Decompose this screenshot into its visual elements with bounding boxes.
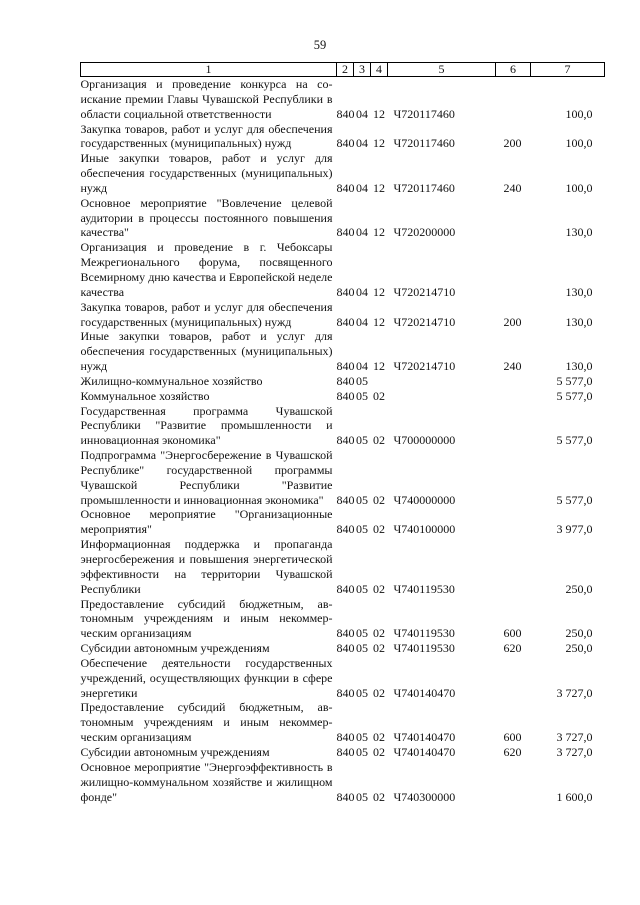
row-expense-type xyxy=(496,374,531,389)
row-section-code: 05 xyxy=(356,492,368,507)
row-amount: 100,0 xyxy=(565,136,593,151)
row-target-code: Ч700000000 xyxy=(393,433,456,448)
row-name-cell: Иные закупки товаров, работ и услуг для обеспечения государственных (муниципальных) нужд xyxy=(80,329,333,374)
column-header-3: 3 xyxy=(354,63,371,77)
row-amount: 5 577,0 xyxy=(556,388,593,403)
row-admin-code: 840 xyxy=(336,433,355,448)
row-target-code xyxy=(388,389,496,404)
row-expense-type xyxy=(496,537,531,596)
row-section-code: 05 xyxy=(356,626,368,641)
row-name-cell: Жилищно-коммунальное хозяйство xyxy=(80,373,263,388)
row-target-code xyxy=(388,374,496,389)
row-section-code: 05 xyxy=(356,730,368,745)
budget-table-grid xyxy=(80,62,605,804)
row-admin-code: 840 xyxy=(336,626,355,641)
column-header-5: 5 xyxy=(388,63,496,77)
row-target-code: Ч720117460 xyxy=(393,180,455,195)
row-subsection-code: 12 xyxy=(373,106,385,121)
table-row xyxy=(81,656,605,701)
row-target-code: Ч740140470 xyxy=(393,744,456,759)
row-section-code: 05 xyxy=(356,744,368,759)
row-admin-code: 840 xyxy=(336,359,355,374)
row-admin-code: 840 xyxy=(336,641,355,656)
row-name-cell: Субсидии автономным учреждениям xyxy=(80,641,270,656)
row-expense-type xyxy=(496,760,531,805)
row-name-cell: Основное мероприятие "Вовлечение целевой аудитории в процессы постоянного повышения качества" xyxy=(80,195,333,240)
row-amount: 250,0 xyxy=(565,641,593,656)
row-name-cell: Обеспечение деятельности государственных учреждений, осуществляющих функции в сфере энергетики xyxy=(80,655,333,700)
row-admin-code: 840 xyxy=(336,581,355,596)
row-expense-type xyxy=(496,656,531,701)
row-admin-code: 840 xyxy=(336,373,355,388)
table-row xyxy=(81,448,605,507)
row-amount: 5 577,0 xyxy=(556,433,593,448)
row-admin-code: 840 xyxy=(336,314,355,329)
table-row xyxy=(81,597,605,642)
row-target-code: Ч720200000 xyxy=(393,225,456,240)
row-amount: 3 727,0 xyxy=(556,730,593,745)
table-row xyxy=(81,122,605,152)
row-section-code: 05 xyxy=(356,373,368,388)
row-name-cell: Подпрограмма "Энергосбережение в Чувашской Республике" государственной программы Чувашской Республики "Развитие промышленности и инновационная экономика" xyxy=(80,448,333,507)
row-admin-code: 840 xyxy=(336,284,355,299)
row-target-code: Ч720214710 xyxy=(393,314,456,329)
row-subsection-code: 12 xyxy=(373,180,385,195)
row-amount: 130,0 xyxy=(565,284,593,299)
row-name-cell: Субсидии автономным учреждениям xyxy=(80,744,270,759)
row-expense-type: 240 xyxy=(503,180,522,195)
row-section-code: 05 xyxy=(356,789,368,804)
row-section-code: 05 xyxy=(356,522,368,537)
row-name-cell: Государственная программа Чувашской Республики "Развитие промышленности и инновационная экономика" xyxy=(80,403,333,448)
row-section-code: 04 xyxy=(356,314,368,329)
column-header-2: 2 xyxy=(337,63,354,77)
row-name-cell: Закупка товаров, работ и услуг для обеспечения государственных (муниципальных) нужд xyxy=(80,121,333,151)
table-row xyxy=(81,507,605,537)
row-subsection-code: 12 xyxy=(373,136,385,151)
table-row xyxy=(81,641,605,656)
table-row xyxy=(81,300,605,330)
page-number: 59 xyxy=(313,38,327,52)
row-admin-code: 840 xyxy=(336,388,355,403)
row-section-code: 05 xyxy=(356,433,368,448)
row-name-cell: Организация и проведение в г. Чебоксары Межрегионального форума, посвященного Всемирному дню качества и Европейской неделе качества xyxy=(80,240,333,299)
row-expense-type xyxy=(496,240,531,299)
row-subsection-code: 02 xyxy=(373,433,385,448)
row-expense-type: 600 xyxy=(503,730,522,745)
table-row xyxy=(81,329,605,374)
row-subsection-code: 02 xyxy=(373,388,385,403)
row-target-code: Ч740119530 xyxy=(393,626,455,641)
table-row xyxy=(81,240,605,299)
row-name-cell: Предоставление субсидий бюджетным, автономным учреждениям и иным некоммерческим организациям xyxy=(80,700,333,745)
row-section-code: 04 xyxy=(356,225,368,240)
row-section-code: 04 xyxy=(356,136,368,151)
row-amount: 3 977,0 xyxy=(556,522,593,537)
row-section-code: 05 xyxy=(356,685,368,700)
row-subsection-code: 02 xyxy=(373,626,385,641)
table-row xyxy=(81,77,605,122)
row-expense-type: 620 xyxy=(503,641,522,656)
row-target-code: Ч740140470 xyxy=(393,730,456,745)
row-admin-code: 840 xyxy=(336,789,355,804)
row-expense-type xyxy=(496,448,531,507)
row-subsection-code: 12 xyxy=(373,225,385,240)
row-admin-code: 840 xyxy=(336,492,355,507)
row-section-code: 05 xyxy=(356,641,368,656)
row-amount: 3 727,0 xyxy=(556,685,593,700)
row-subsection-code: 02 xyxy=(373,730,385,745)
row-admin-code: 840 xyxy=(336,744,355,759)
row-target-code: Ч720117460 xyxy=(393,136,455,151)
column-header-7: 7 xyxy=(531,63,605,77)
table-row xyxy=(81,700,605,745)
row-name-cell: Иные закупки товаров, работ и услуг для обеспечения государственных (муниципальных) нужд xyxy=(80,151,333,195)
row-amount: 130,0 xyxy=(565,359,593,374)
column-header-6: 6 xyxy=(496,63,531,77)
row-admin-code: 840 xyxy=(336,180,355,195)
row-amount: 130,0 xyxy=(565,225,593,240)
row-expense-type xyxy=(496,404,531,449)
row-expense-type: 620 xyxy=(503,744,522,759)
row-admin-code: 840 xyxy=(336,730,355,745)
table-row xyxy=(81,745,605,760)
row-amount: 1 600,0 xyxy=(556,789,593,804)
column-header-1: 1 xyxy=(81,63,337,77)
row-subsection-code: 02 xyxy=(373,685,385,700)
row-section-code: 04 xyxy=(356,180,368,195)
row-amount: 100,0 xyxy=(565,180,593,195)
row-subsection-code: 12 xyxy=(373,359,385,374)
row-expense-type: 200 xyxy=(503,314,522,329)
row-name-cell: Основное мероприятие "Организационные мероприятия" xyxy=(80,507,333,537)
row-name-cell: Информационная поддержка и пропаганда энергосбережения и повышения энергетической эффективности на территории Чувашской Республики xyxy=(80,537,333,596)
row-admin-code: 840 xyxy=(336,522,355,537)
row-target-code: Ч720117460 xyxy=(393,106,455,121)
column-header-4: 4 xyxy=(371,63,388,77)
row-amount: 100,0 xyxy=(565,106,593,121)
row-subsection-code: 02 xyxy=(373,789,385,804)
row-admin-code: 840 xyxy=(336,106,355,121)
row-expense-type xyxy=(496,77,531,122)
row-amount: 3 727,0 xyxy=(556,744,593,759)
row-subsection-code xyxy=(371,374,388,389)
row-expense-type xyxy=(496,507,531,537)
table-row xyxy=(81,404,605,449)
row-subsection-code: 12 xyxy=(373,284,385,299)
row-subsection-code: 02 xyxy=(373,641,385,656)
table-row xyxy=(81,760,605,805)
row-amount: 250,0 xyxy=(565,581,593,596)
budget-table xyxy=(80,62,604,804)
row-section-code: 04 xyxy=(356,106,368,121)
row-target-code: Ч740119530 xyxy=(393,581,455,596)
row-amount: 130,0 xyxy=(565,314,593,329)
row-section-code: 05 xyxy=(356,581,368,596)
row-target-code: Ч720214710 xyxy=(393,284,456,299)
row-subsection-code: 02 xyxy=(373,492,385,507)
row-name-cell: Предоставление субсидий бюджетным, автономным учреждениям и иным некоммерческим организациям xyxy=(80,596,333,641)
table-row xyxy=(81,196,605,241)
row-section-code: 04 xyxy=(356,284,368,299)
row-target-code: Ч740300000 xyxy=(393,789,456,804)
row-target-code: Ч740119530 xyxy=(393,641,455,656)
row-subsection-code: 02 xyxy=(373,522,385,537)
row-section-code: 05 xyxy=(356,388,368,403)
row-subsection-code: 12 xyxy=(373,314,385,329)
table-body xyxy=(81,77,605,805)
row-expense-type xyxy=(496,196,531,241)
row-admin-code: 840 xyxy=(336,225,355,240)
table-row xyxy=(81,537,605,596)
row-name-cell: Организация и проведение конкурса на соискание премии Главы Чувашской Республики в области социальной ответственности xyxy=(80,77,333,121)
row-expense-type: 600 xyxy=(503,626,522,641)
row-name-cell: Закупка товаров, работ и услуг для обеспечения государственных (муниципальных) нужд xyxy=(80,299,333,329)
row-expense-type xyxy=(496,389,531,404)
row-amount: 250,0 xyxy=(565,626,593,641)
row-amount: 5 577,0 xyxy=(556,373,593,388)
row-subsection-code: 02 xyxy=(373,581,385,596)
row-target-code: Ч740100000 xyxy=(393,522,456,537)
row-expense-type: 200 xyxy=(503,136,522,151)
row-target-code: Ч740000000 xyxy=(393,492,456,507)
row-amount: 5 577,0 xyxy=(556,492,593,507)
row-admin-code: 840 xyxy=(336,136,355,151)
table-row xyxy=(81,151,605,196)
row-target-code: Ч720214710 xyxy=(393,359,456,374)
row-name-cell: Коммунальное хозяйство xyxy=(80,388,210,403)
row-target-code: Ч740140470 xyxy=(393,685,456,700)
table-row xyxy=(81,389,605,404)
row-admin-code: 840 xyxy=(336,685,355,700)
row-section-code: 04 xyxy=(356,359,368,374)
header-row xyxy=(81,63,605,77)
table-row xyxy=(81,374,605,389)
row-expense-type: 240 xyxy=(503,359,522,374)
row-name-cell: Основное мероприятие "Энергоэффективность в жилищно-коммунальном хозяйстве и жилищном фонде" xyxy=(80,759,333,804)
row-subsection-code: 02 xyxy=(373,744,385,759)
